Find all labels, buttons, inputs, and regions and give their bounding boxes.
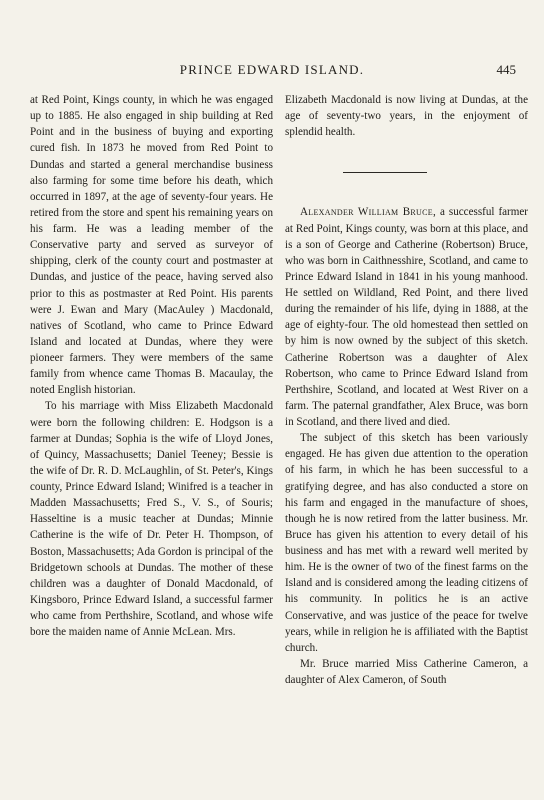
biography-subject-name: Alexander William Bruce, bbox=[300, 206, 437, 219]
biography-intro-text: a successful farmer at Red Point, Kings county, was born at this place, and is a son of George and Catherine (Robertson) Bruce, who was born in Caithnesshire, Scotland, and came to Prince Edward Island in 1841 in his young manhood. He settled on Wildland, Red Point, and there lived during the remainder of his life, dying in 1888, at the age of eighty-four. The old homestead then settled on by him is now owned by the subject of this sketch. Catherine Robertson was a daughter of Alex Robertson, who came to Prince Edward Island from Perthshire, Scotland, and located at West River on a farm. The paternal grandfather, Alex Bruce, was born in Scotland, and there lived and died. bbox=[285, 206, 529, 428]
right-continuation-paragraph: Elizabeth Macdonald is now living at Dundas, at the age of seventy-two years, in the enjoyment of splendid health. bbox=[285, 94, 528, 139]
left-column bbox=[30, 92, 273, 640]
biography-paragraph-3: Mr. Bruce married Miss Catherine Cameron, a daughter of Alex Cameron, of South bbox=[285, 657, 528, 686]
left-paragraph-1: at Red Point, Kings county, in which he was engaged up to 1885. He also engaged in ship building at Red Point and in the business of buying and exporting cured fish. In 1873 he moved from Red Point to Dundas and started a general merchandise business also farming for some time before his death, which occurred in 1897, at the age of seventy-four years. He retired from the store and spent his remaining years on his farm. He was a leading member of the Conservative party and served as surveyor of shipping, clerk of the county court and postmaster at Dundas, and justice of the peace, having served also prior to this as postmaster at Red Point. His parents were J. Ewan and Mary (MacAuley ) Macdonald, natives of Scotland, who came to Prince Edward Island and located at Dundas, where they were pioneer farmers. They were members of the same family from whence came Thomas B. Macaulay, the noted English historian. bbox=[30, 94, 273, 397]
right-column bbox=[285, 92, 528, 688]
divider-rule bbox=[343, 172, 427, 173]
section-divider bbox=[285, 140, 528, 204]
page-number: 445 bbox=[496, 62, 516, 77]
left-paragraph-2: To his marriage with Miss Elizabeth Macdonald were born the following children: E. Hodgson is a farmer at Dundas; Sophia is the wife of Lloyd Jones, of Quincy, Massachusetts; Daniel Teeney; Bessie is the wife of Dr. R. D. McLaughlin, of St. Peter's, Kings county, Prince Edward Island; Winifred is a teacher in Madden Massachusetts; Fred S., V. S., of Souris; Hasseltine is a music teacher at Dundas; Minnie Catherine is the wife of Dr. Peter H. Thompson, of Boston, Massachusetts; Ada Gordon is principal of the Bridgetown schools at Dundas. The mother of these children was a daughter of Donald Macdonald, of Kingsboro, Prince Edward Island, a successful farmer who came from Perthshire, Scotland, and whose wife bore the maiden name of Annie McLean. Mrs. bbox=[30, 400, 273, 639]
page-header bbox=[0, 60, 544, 80]
biography-intro-paragraph bbox=[285, 204, 528, 430]
running-title: PRINCE EDWARD ISLAND. bbox=[179, 62, 365, 77]
biography-paragraph-2: The subject of this sketch has been variously engaged. He has given due attention to the operation of his farm, in which he has been successful to a gratifying degree, and has also conducted a store on his farm and engaged in the manufacture of shoes, though he is now retired from the latter business. Mr. Bruce has given his attention to every detail of his business and has met with a reward well merited by him. He is the owner of two of the finest farms on the Island and is considered among the leading citizens of his community. In politics he is an active Conservative, and was justice of the peace for twelve years, while in religion he is affiliated with the Baptist church. bbox=[285, 432, 528, 654]
